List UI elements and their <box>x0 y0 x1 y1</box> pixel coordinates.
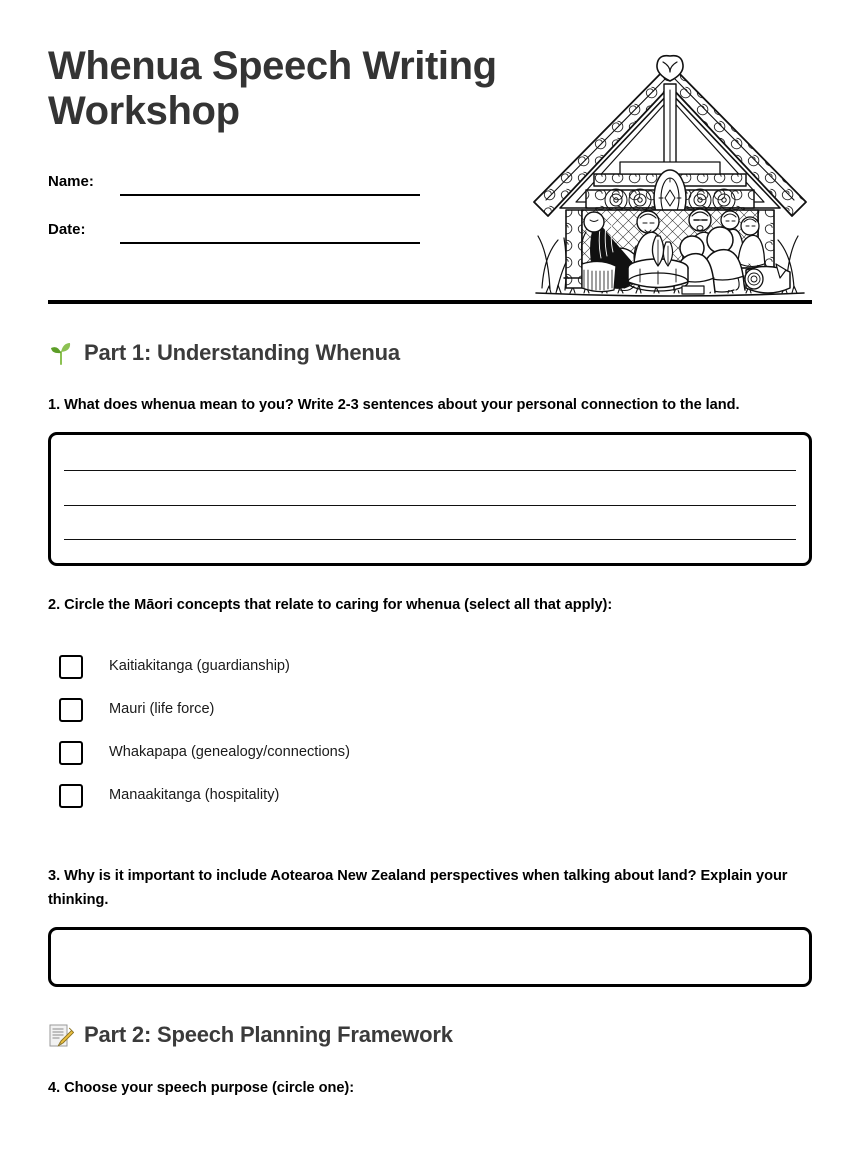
checkbox-label: Manaakitanga (hospitality) <box>109 787 280 804</box>
checkbox-option-row[interactable] <box>59 645 812 688</box>
section-spacer <box>48 817 812 839</box>
student-meta-block <box>48 168 428 238</box>
date-field-row <box>48 216 428 238</box>
section-heading-part-2 <box>48 1023 812 1049</box>
checkbox-option-row[interactable] <box>59 688 812 731</box>
checkbox-mauri[interactable] <box>59 698 83 722</box>
seedling-icon <box>48 340 74 366</box>
question-1-text: 1. What does whenua mean to you? Write 2-3 sentences about your personal connection to the land. <box>48 397 740 413</box>
worksheet-content <box>0 340 860 1100</box>
checkbox-label: Kaitiakitanga (guardianship) <box>109 658 290 675</box>
answer-writing-lines <box>64 435 796 563</box>
name-label: Name: <box>48 172 94 190</box>
date-input-line[interactable] <box>120 242 420 244</box>
checkbox-label: Whakapapa (genealogy/connections) <box>109 744 350 761</box>
date-label: Date: <box>48 220 86 238</box>
question-1-answer-box[interactable] <box>48 432 812 566</box>
question-2-text: 2. Circle the Māori concepts that relate to caring for whenua (select all that apply): <box>48 596 613 613</box>
question-3-text: 3. Why is it important to include Aotearoa New Zealand perspectives when talking about land? Explain your thinking. <box>48 868 788 908</box>
checkbox-kaitiakitanga[interactable] <box>59 655 83 679</box>
wharenui-illustration <box>524 50 816 306</box>
checkbox-manaakitanga[interactable] <box>59 784 83 808</box>
writing-line <box>64 505 796 506</box>
section-title-part-1: Part 1: Understanding Whenua <box>84 339 400 365</box>
checkbox-whakapapa[interactable] <box>59 741 83 765</box>
question-3-answer-box[interactable] <box>48 927 812 987</box>
name-input-line[interactable] <box>120 194 420 196</box>
checkbox-option-row[interactable] <box>59 774 812 817</box>
checkbox-option-row[interactable] <box>59 731 812 774</box>
memo-icon <box>48 1023 74 1049</box>
checkbox-label: Mauri (life force) <box>109 701 215 718</box>
name-field-row <box>48 168 428 190</box>
section-heading-part-1 <box>48 340 812 366</box>
worksheet-header <box>0 0 860 300</box>
writing-line <box>64 470 796 471</box>
question-4-text: 4. Choose your speech purpose (circle one): <box>48 1079 355 1096</box>
section-title-part-2: Part 2: Speech Planning Framework <box>84 1022 453 1048</box>
question-2-options-list <box>59 645 812 817</box>
page-title: Whenua Speech Writing Workshop <box>48 44 497 133</box>
writing-line <box>64 539 796 540</box>
